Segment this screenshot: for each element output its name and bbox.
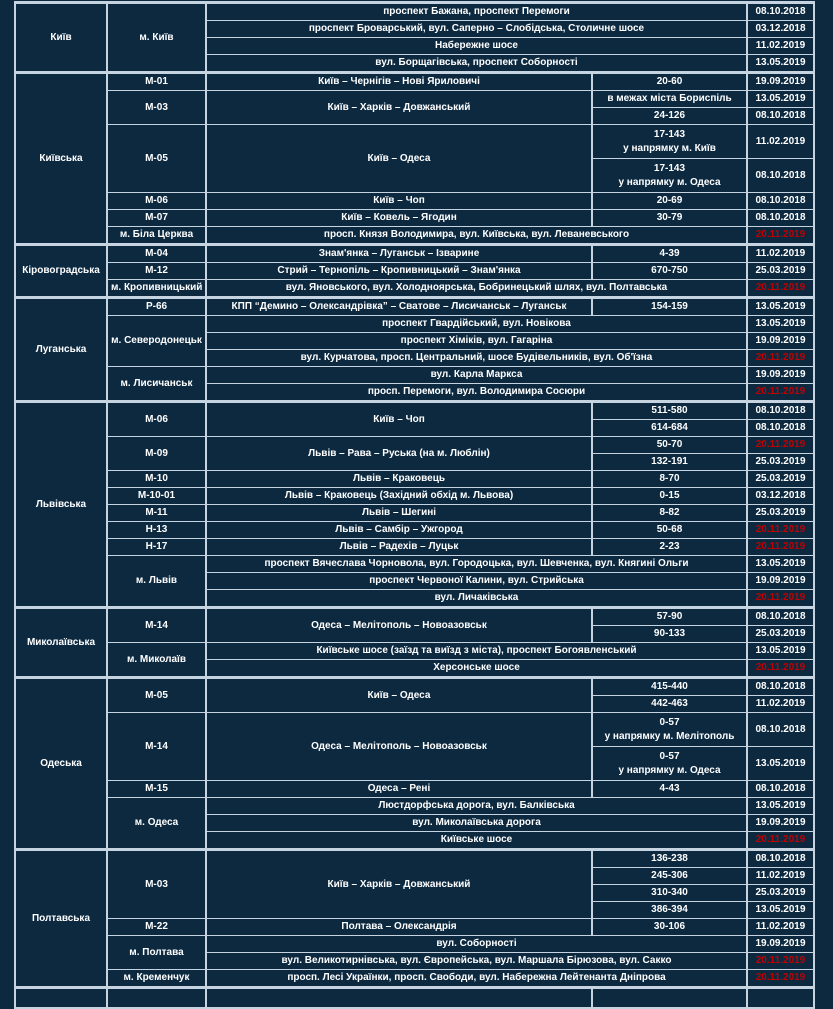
street-name-cell: проспект Вячеслава Чорновола, вул. Городоцька, вул. Шевченка, вул. Княгині Ольги bbox=[206, 556, 747, 573]
table-row bbox=[15, 643, 814, 660]
road-code-cell: М-10 bbox=[107, 471, 206, 488]
date-cell: 08.10.2018 bbox=[747, 108, 814, 125]
date-cell: 13.05.2019 bbox=[747, 91, 814, 108]
km-range-value: 17-143 bbox=[653, 129, 686, 140]
date-cell: 03.12.2018 bbox=[747, 488, 814, 505]
road-code-cell: М-03 bbox=[107, 91, 206, 125]
km-range-cell bbox=[592, 988, 747, 1009]
km-range-cell bbox=[592, 885, 747, 902]
km-range-cell bbox=[592, 505, 747, 522]
date-cell: 11.02.2019 bbox=[747, 919, 814, 936]
date-cell: 25.03.2019 bbox=[747, 505, 814, 522]
km-range-value: 4-43 bbox=[659, 783, 680, 795]
road-code-cell: Н-17 bbox=[107, 539, 206, 556]
table-row bbox=[15, 73, 814, 91]
km-range-value: 30-79 bbox=[656, 212, 683, 224]
road-code-cell: м. Одеса bbox=[107, 798, 206, 850]
date-cell: 03.12.2018 bbox=[747, 21, 814, 38]
region-cell: Кіровоградська bbox=[15, 245, 107, 298]
table-row bbox=[15, 227, 814, 245]
street-name-cell: вул. Курчатова, просп. Центральний, шосе Будівельників, вул. Об'їзна bbox=[206, 350, 747, 367]
street-name-cell: проспект Хіміків, вул. Гагаріна bbox=[206, 333, 747, 350]
km-range-cell bbox=[592, 522, 747, 539]
km-range-value: 0-57 bbox=[659, 751, 680, 762]
table-row bbox=[15, 522, 814, 539]
table-row bbox=[15, 850, 814, 868]
street-name-cell: проспект Бажана, проспект Перемоги bbox=[206, 3, 747, 21]
road-code-cell: м. Біла Церква bbox=[107, 227, 206, 245]
road-name-cell: Київ – Чернігів – Нові Яриловичі bbox=[206, 73, 592, 91]
date-cell: 25.03.2019 bbox=[747, 471, 814, 488]
km-range-value: 2-23 bbox=[659, 541, 680, 553]
road-code-cell: М-01 bbox=[107, 73, 206, 91]
table-row bbox=[15, 367, 814, 384]
street-name-cell: Херсонське шосе bbox=[206, 660, 747, 678]
table-row bbox=[15, 471, 814, 488]
km-range-cell bbox=[592, 868, 747, 885]
km-range-cell bbox=[592, 919, 747, 936]
road-code-cell: М-06 bbox=[107, 193, 206, 210]
km-range-cell bbox=[592, 73, 747, 91]
road-name-cell: Київ – Одеса bbox=[206, 678, 592, 713]
road-code-cell: М-03 bbox=[107, 850, 206, 919]
road-name-cell: Одеса – Мелітополь – Новоазовськ bbox=[206, 713, 592, 781]
date-cell: 08.10.2018 bbox=[747, 420, 814, 437]
km-range-value: 386-394 bbox=[651, 904, 688, 916]
date-cell: 25.03.2019 bbox=[747, 626, 814, 643]
date-cell: 20.11.2019 bbox=[747, 522, 814, 539]
date-cell: 13.05.2019 bbox=[747, 902, 814, 919]
km-range-cell bbox=[592, 781, 747, 798]
km-range-cell bbox=[592, 850, 747, 868]
table-row bbox=[15, 539, 814, 556]
road-code-cell: М-15 bbox=[107, 781, 206, 798]
road-name-cell: Полтава – Олександрія bbox=[206, 919, 592, 936]
road-name-cell: Київ – Харків – Довжанський bbox=[206, 91, 592, 125]
street-name-cell: просп. Лесі Українки, просп. Свободи, вул. Набережна Лейтенанта Дніпрова bbox=[206, 970, 747, 988]
region-cell: Миколаївська bbox=[15, 608, 107, 678]
street-name-cell: вул. Соборності bbox=[206, 936, 747, 953]
region-cell: Львівська bbox=[15, 402, 107, 608]
table-row bbox=[15, 263, 814, 280]
table-row bbox=[15, 210, 814, 227]
km-range-value: 415-440 bbox=[651, 681, 688, 693]
date-cell: 20.11.2019 bbox=[747, 384, 814, 402]
table-row bbox=[15, 505, 814, 522]
table-row bbox=[15, 316, 814, 333]
date-cell: 13.05.2019 bbox=[747, 55, 814, 73]
date-cell: 19.09.2019 bbox=[747, 815, 814, 832]
road-code-cell: М-04 bbox=[107, 245, 206, 263]
table-row bbox=[15, 280, 814, 298]
table-row bbox=[15, 402, 814, 420]
road-code-cell: М-05 bbox=[107, 125, 206, 193]
table-row bbox=[15, 798, 814, 815]
road-code-cell: М-12 bbox=[107, 263, 206, 280]
road-code-cell: м. Миколаїв bbox=[107, 643, 206, 678]
km-range-value: 50-70 bbox=[656, 439, 683, 451]
km-range-value: 614-684 bbox=[651, 422, 688, 434]
road-name-cell: Київ – Харків – Довжанський bbox=[206, 850, 592, 919]
date-cell: 13.05.2019 bbox=[747, 298, 814, 316]
table-row bbox=[15, 245, 814, 263]
km-range-cell bbox=[592, 245, 747, 263]
date-cell: 19.09.2019 bbox=[747, 73, 814, 91]
date-cell: 13.05.2019 bbox=[747, 798, 814, 815]
date-cell: 08.10.2018 bbox=[747, 210, 814, 227]
date-cell: 20.11.2019 bbox=[747, 227, 814, 245]
km-range-value: 17-143 bbox=[653, 163, 686, 174]
km-direction-label: у напрямку м. Мелітополь bbox=[604, 730, 735, 742]
date-cell: 13.05.2019 bbox=[747, 643, 814, 660]
road-name-cell: Львів – Шегині bbox=[206, 505, 592, 522]
km-range-value: 442-463 bbox=[651, 698, 688, 710]
date-cell: 13.05.2019 bbox=[747, 556, 814, 573]
region-cell: Київ bbox=[15, 3, 107, 73]
region-cell bbox=[15, 988, 107, 1009]
road-code-cell: м. Київ bbox=[107, 3, 206, 73]
street-name-cell: вул. Яновського, вул. Холодноярська, Бобринецький шлях, вул. Полтавська bbox=[206, 280, 747, 298]
table-row bbox=[15, 298, 814, 316]
road-name-cell: КПП “Демино – Олександрівка” – Сватове – Лисичанськ – Луганськ bbox=[206, 298, 592, 316]
road-repair-table bbox=[14, 1, 815, 1009]
street-name-cell: проспект Червоної Калини, вул. Стрийська bbox=[206, 573, 747, 590]
date-cell bbox=[747, 988, 814, 1009]
km-range-cell bbox=[592, 263, 747, 280]
km-direction-label: у напрямку м. Одеса bbox=[618, 176, 721, 188]
road-name-cell: Київ – Ковель – Ягодин bbox=[206, 210, 592, 227]
road-code-cell: М-07 bbox=[107, 210, 206, 227]
table-row bbox=[15, 556, 814, 573]
table-row bbox=[15, 125, 814, 159]
km-range-cell bbox=[592, 91, 747, 108]
table-row bbox=[15, 936, 814, 953]
date-cell: 11.02.2019 bbox=[747, 125, 814, 159]
region-cell: Полтавська bbox=[15, 850, 107, 988]
km-range-cell bbox=[592, 193, 747, 210]
road-name-cell: Одеса – Мелітополь – Новоазовськ bbox=[206, 608, 592, 643]
road-name-cell bbox=[206, 988, 592, 1009]
street-name-cell: Набережне шосе bbox=[206, 38, 747, 55]
km-direction-label: у напрямку м. Одеса bbox=[618, 764, 721, 776]
date-cell: 20.11.2019 bbox=[747, 437, 814, 454]
road-code-cell: Р-66 bbox=[107, 298, 206, 316]
date-cell: 20.11.2019 bbox=[747, 953, 814, 970]
road-name-cell: Львів – Самбір – Ужгород bbox=[206, 522, 592, 539]
km-range-cell bbox=[592, 747, 747, 781]
region-cell: Луганська bbox=[15, 298, 107, 402]
road-name-cell: Львів – Радехів – Луцьк bbox=[206, 539, 592, 556]
road-code-cell: М-11 bbox=[107, 505, 206, 522]
road-code-cell: М-22 bbox=[107, 919, 206, 936]
km-range-cell bbox=[592, 713, 747, 747]
date-cell: 25.03.2019 bbox=[747, 263, 814, 280]
date-cell: 11.02.2019 bbox=[747, 245, 814, 263]
km-range-cell bbox=[592, 437, 747, 454]
date-cell: 08.10.2018 bbox=[747, 850, 814, 868]
date-cell: 11.02.2019 bbox=[747, 38, 814, 55]
km-range-value: 24-126 bbox=[653, 110, 686, 122]
date-cell: 20.11.2019 bbox=[747, 590, 814, 608]
road-code-cell: М-14 bbox=[107, 608, 206, 643]
km-range-value: 136-238 bbox=[651, 853, 688, 865]
date-cell: 08.10.2018 bbox=[747, 781, 814, 798]
road-name-cell: Київ – Чоп bbox=[206, 193, 592, 210]
road-code-cell: Н-13 bbox=[107, 522, 206, 539]
km-range-value: 20-60 bbox=[656, 76, 683, 88]
date-cell: 11.02.2019 bbox=[747, 868, 814, 885]
date-cell: 20.11.2019 bbox=[747, 832, 814, 850]
date-cell: 25.03.2019 bbox=[747, 885, 814, 902]
table-row bbox=[15, 781, 814, 798]
km-range-value: 8-70 bbox=[659, 473, 680, 485]
km-range-cell bbox=[592, 539, 747, 556]
road-code-cell: м. Полтава bbox=[107, 936, 206, 970]
km-range-cell bbox=[592, 608, 747, 626]
street-name-cell: вул. Борщагівська, проспект Соборності bbox=[206, 55, 747, 73]
km-range-cell bbox=[592, 298, 747, 316]
road-code-cell: м. Лисичанськ bbox=[107, 367, 206, 402]
road-repair-table-body bbox=[15, 3, 814, 1009]
road-code-cell: М-10-01 bbox=[107, 488, 206, 505]
street-name-cell: вул. Миколаївська дорога bbox=[206, 815, 747, 832]
km-range-cell bbox=[592, 902, 747, 919]
date-cell: 13.05.2019 bbox=[747, 747, 814, 781]
date-cell: 08.10.2018 bbox=[747, 159, 814, 193]
table-row bbox=[15, 713, 814, 747]
date-cell: 20.11.2019 bbox=[747, 970, 814, 988]
road-name-cell: Знам'янка – Луганськ – Ізварине bbox=[206, 245, 592, 263]
table-row bbox=[15, 488, 814, 505]
date-cell: 19.09.2019 bbox=[747, 573, 814, 590]
region-cell: Одеська bbox=[15, 678, 107, 850]
date-cell: 11.02.2019 bbox=[747, 696, 814, 713]
km-range-cell bbox=[592, 626, 747, 643]
km-range-cell bbox=[592, 454, 747, 471]
road-name-cell: Львів – Краковець bbox=[206, 471, 592, 488]
road-code-cell bbox=[107, 988, 206, 1009]
road-name-cell: Одеса – Рені bbox=[206, 781, 592, 798]
km-range-value: 511-580 bbox=[651, 405, 688, 417]
km-range-value: 310-340 bbox=[651, 887, 688, 899]
km-direction-label: у напрямку м. Київ bbox=[623, 142, 716, 154]
road-name-cell: Львів – Рава – Руська (на м. Люблін) bbox=[206, 437, 592, 471]
street-name-cell: вул. Карла Маркса bbox=[206, 367, 747, 384]
km-range-cell bbox=[592, 420, 747, 437]
table-row bbox=[15, 3, 814, 21]
km-range-cell bbox=[592, 125, 747, 159]
road-code-cell: м. Северодонецьк bbox=[107, 316, 206, 367]
km-range-value: 50-68 bbox=[656, 524, 683, 536]
table-row bbox=[15, 91, 814, 108]
km-range-cell bbox=[592, 696, 747, 713]
road-name-cell: Київ – Одеса bbox=[206, 125, 592, 193]
date-cell: 20.11.2019 bbox=[747, 280, 814, 298]
km-range-value: 245-306 bbox=[651, 870, 688, 882]
km-range-value: 57-90 bbox=[656, 611, 683, 623]
road-name-cell: Стрий – Тернопіль – Кропивницький – Знам'янка bbox=[206, 263, 592, 280]
street-name-cell: Київське шосе (заїзд та виїзд з міста), проспект Богоявленський bbox=[206, 643, 747, 660]
km-range-value: 670-750 bbox=[651, 265, 688, 277]
table-row bbox=[15, 970, 814, 988]
km-range-cell bbox=[592, 488, 747, 505]
km-range-value: 0-15 bbox=[659, 490, 680, 502]
km-range-value: 132-191 bbox=[651, 456, 688, 468]
km-range-value: 4-39 bbox=[659, 248, 680, 260]
date-cell: 19.09.2019 bbox=[747, 333, 814, 350]
km-range-cell bbox=[592, 402, 747, 420]
road-code-cell: м. Кременчук bbox=[107, 970, 206, 988]
road-code-cell: М-06 bbox=[107, 402, 206, 437]
street-name-cell: проспект Броварський, вул. Саперно – Слобідська, Столичне шосе bbox=[206, 21, 747, 38]
km-range-cell bbox=[592, 159, 747, 193]
km-range-cell bbox=[592, 210, 747, 227]
street-name-cell: Київське шосе bbox=[206, 832, 747, 850]
date-cell: 20.11.2019 bbox=[747, 350, 814, 367]
date-cell: 19.09.2019 bbox=[747, 367, 814, 384]
date-cell: 19.09.2019 bbox=[747, 936, 814, 953]
km-range-value: 30-106 bbox=[653, 921, 686, 933]
street-name-cell: вул. Личаківська bbox=[206, 590, 747, 608]
km-range-value: в межах міста Бориспіль bbox=[607, 93, 732, 105]
date-cell: 08.10.2018 bbox=[747, 193, 814, 210]
date-cell: 08.10.2018 bbox=[747, 3, 814, 21]
road-code-cell: м. Львів bbox=[107, 556, 206, 608]
date-cell: 08.10.2018 bbox=[747, 402, 814, 420]
road-name-cell: Київ – Чоп bbox=[206, 402, 592, 437]
table-row bbox=[15, 608, 814, 626]
date-cell: 08.10.2018 bbox=[747, 713, 814, 747]
road-code-cell: М-14 bbox=[107, 713, 206, 781]
road-name-cell: Львів – Краковець (Західний обхід м. Львова) bbox=[206, 488, 592, 505]
partial-table-row bbox=[15, 988, 814, 1009]
table-row bbox=[15, 678, 814, 696]
km-range-value: 154-159 bbox=[651, 301, 688, 313]
km-range-value: 90-133 bbox=[653, 628, 686, 640]
date-cell: 08.10.2018 bbox=[747, 608, 814, 626]
road-code-cell: М-09 bbox=[107, 437, 206, 471]
km-range-cell bbox=[592, 108, 747, 125]
date-cell: 20.11.2019 bbox=[747, 660, 814, 678]
km-range-value: 8-82 bbox=[659, 507, 680, 519]
table-row bbox=[15, 193, 814, 210]
km-range-cell bbox=[592, 471, 747, 488]
road-code-cell: м. Кропивницький bbox=[107, 280, 206, 298]
street-name-cell: просп. Князя Володимира, вул. Київська, вул. Леваневського bbox=[206, 227, 747, 245]
date-cell: 08.10.2018 bbox=[747, 678, 814, 696]
km-range-value: 0-57 bbox=[659, 717, 680, 728]
date-cell: 13.05.2019 bbox=[747, 316, 814, 333]
table-row bbox=[15, 437, 814, 454]
street-name-cell: просп. Перемоги, вул. Володимира Сосюри bbox=[206, 384, 747, 402]
street-name-cell: вул. Великотирнівська, вул. Європейська, вул. Маршала Бірюзова, вул. Сакко bbox=[206, 953, 747, 970]
table-row bbox=[15, 919, 814, 936]
street-name-cell: Люстдорфська дорога, вул. Балківська bbox=[206, 798, 747, 815]
km-range-cell bbox=[592, 678, 747, 696]
date-cell: 20.11.2019 bbox=[747, 539, 814, 556]
date-cell: 25.03.2019 bbox=[747, 454, 814, 471]
region-cell: Київська bbox=[15, 73, 107, 245]
road-code-cell: М-05 bbox=[107, 678, 206, 713]
km-range-value: 20-69 bbox=[656, 195, 683, 207]
street-name-cell: проспект Гвардійський, вул. Новікова bbox=[206, 316, 747, 333]
